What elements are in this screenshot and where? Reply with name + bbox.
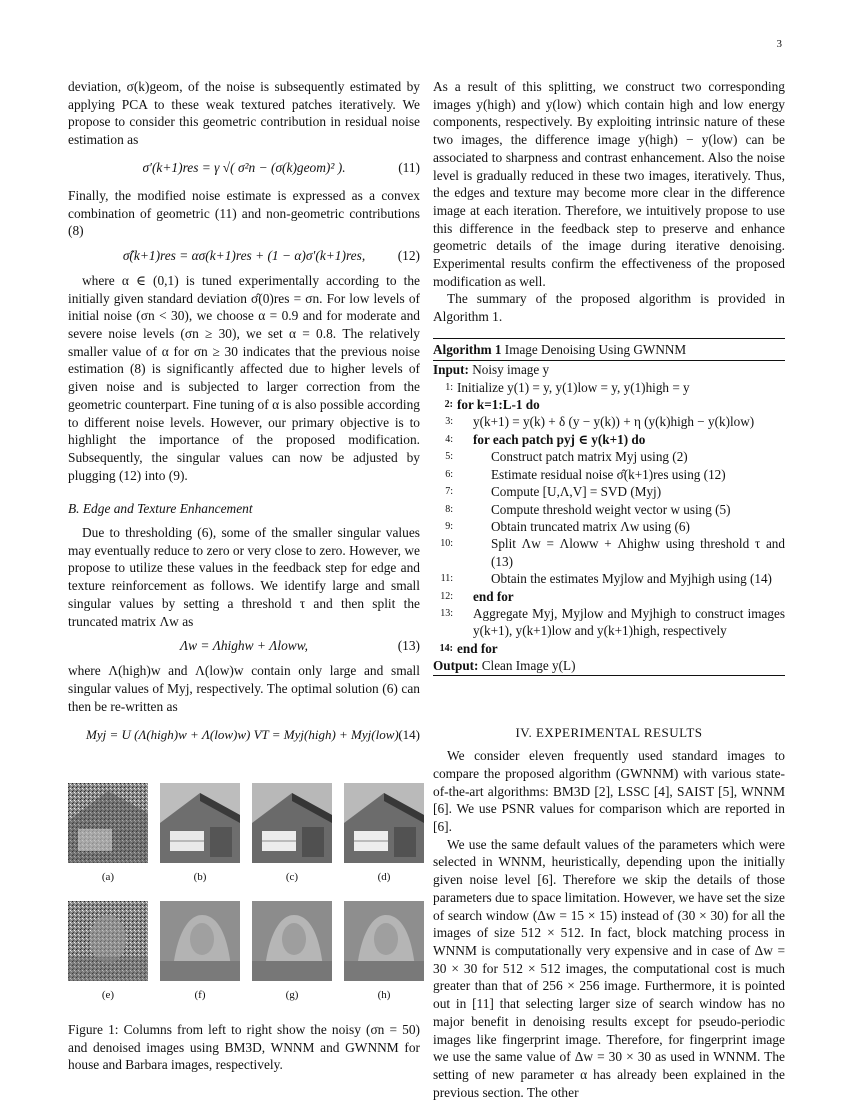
left-paragraph-5: where Λ(high)w and Λ(low)w contain only large and small singular values of Myj, respectively. The optimal solution (6) can then be re-written as — [68, 663, 420, 714]
algorithm-line-number: 3: — [445, 416, 453, 428]
left-paragraph-1: deviation, σ(k)geom, of the noise is subsequently estimated by applying PCA to these weak textured patches iteratively. We propose to consider this geometric contribution in residual noise estimation as — [68, 79, 420, 148]
algorithm-line-number: 2: — [444, 399, 453, 411]
figure-label-b: (b) — [193, 871, 207, 884]
algorithm-line-number: 9: — [445, 520, 453, 532]
algorithm-line-number: 5: — [445, 451, 453, 463]
equation-12 — [68, 240, 420, 272]
figure-label-h: (h) — [377, 989, 391, 1002]
figure-label-f: (f) — [194, 989, 206, 1002]
algorithm-line — [433, 466, 785, 483]
page-number: 3 — [776, 38, 782, 50]
equation-12-number: (12) — [397, 248, 420, 264]
algorithm-line-text: Compute threshold weight vector w using (5) — [491, 501, 731, 517]
equation-14-body: Myj = U (Λ(high)w + Λ(low)w) VT = Myj(high) + Myj(low). — [86, 726, 402, 742]
algorithm-line — [433, 570, 785, 587]
algorithm-line — [433, 640, 785, 657]
algorithm-output-text: Clean Image y(L) — [481, 658, 576, 674]
equation-11 — [68, 149, 420, 187]
algorithm-input-label: Input: — [433, 362, 469, 378]
algorithm-line — [433, 535, 785, 570]
equation-13-number: (13) — [397, 638, 420, 654]
algorithm-line-number: 6: — [445, 468, 453, 480]
algorithm-line-text: end for — [457, 640, 498, 656]
algorithm-1-box — [433, 338, 785, 676]
figure-1-grid — [68, 783, 420, 1012]
algorithm-line-number: 7: — [445, 486, 453, 498]
algorithm-line — [433, 431, 785, 448]
algorithm-line — [433, 413, 785, 430]
algorithm-line-number: 14: — [439, 642, 453, 654]
algorithm-input — [433, 361, 785, 378]
algorithm-line — [433, 501, 785, 518]
figure-image-d — [344, 783, 424, 863]
algorithm-line-text: Estimate residual noise σ̂(k+1)res using (12) — [491, 466, 726, 482]
equation-11-body: σ′(k+1)res = γ √( σ²n − (σ(k)geom)² ). — [142, 159, 346, 175]
algorithm-line-text: Aggregate Myj, Myjlow and Myjhigh to construct images y(k+1), y(k+1)low and y(k+1)high, respectively — [473, 605, 785, 639]
equation-12-body: σ̂(k+1)res = ασ(k+1)res + (1 − α)σ′(k+1)res, — [122, 248, 366, 264]
algorithm-line-text: end for — [473, 588, 514, 604]
algorithm-line-text: Construct patch matrix Myj using (2) — [491, 449, 688, 465]
figure-image-e — [68, 901, 148, 981]
section-title-experimental-results: IV. EXPERIMENTAL RESULTS — [515, 724, 703, 740]
algorithm-line — [433, 588, 785, 605]
figure-label-c: (c) — [285, 871, 299, 884]
algorithm-title-label: Algorithm 1 — [433, 341, 502, 357]
figure-image-g — [252, 901, 332, 981]
algorithm-line — [433, 396, 785, 413]
equation-13-body: Λw = Λhighw + Λloww, — [179, 638, 309, 654]
algorithm-line-text: Split Λw = Λloww + Λhighw using threshold τ and (13) — [491, 536, 785, 569]
algorithm-line-text: Obtain truncated matrix Λw using (6) — [491, 518, 690, 534]
figure-image-h — [344, 901, 424, 981]
algorithm-line-text: y(k+1) = y(k) + δ (y − y(k)) + η (y(k)high − y(k)low) — [473, 414, 755, 430]
figure-label-g: (g) — [285, 989, 299, 1002]
figure-image-c — [252, 783, 332, 863]
algorithm-line-number: 10: — [440, 538, 453, 550]
figure-image-b — [160, 783, 240, 863]
algorithm-title-text: Image Denoising Using GWNNM — [504, 341, 687, 357]
figure-label-a: (a) — [101, 871, 115, 884]
algorithm-output — [433, 657, 785, 674]
figure-label-d: (d) — [377, 871, 391, 884]
algorithm-line-number: 8: — [445, 503, 453, 515]
left-column — [68, 78, 420, 1074]
equation-13 — [68, 630, 420, 662]
algorithm-line-text: Obtain the estimates Myjlow and Myjhigh using (14) — [491, 571, 772, 587]
left-paragraph-3: where α ∈ (0,1) is tuned experimentally according to the initially given standard deviation σ̂(0)res = σn. For low levels of initial noise (σn < 30), we choose α = 0.9 and for moderate and severe noise levels (σn ≥ 30), we set α = 0.8. The relatively smaller value of α for σn ≥ 30 indicates that the previous noise estimation (8) is significantly affected due to higher levels of given noise and is subjected to larger correction from the geometric counterpart. Fine tuning of α is also possible according to different noise levels. However, our primary objective is to highlight the importance of the proposed modification. Subsequently, the singular values can now be adjusted by plugging (12) into (9). — [68, 272, 420, 483]
figure-1-caption: Figure 1: Columns from left to right show the noisy (σn = 50) and denoised images using BM3D, WNNM and GWNNM for house and Barbara images, respectively. — [68, 1021, 420, 1073]
right-paragraph-1: As a result of this splitting, we construct two corresponding images y(high) and y(low) which contain high and low energy components, respectively. By exploiting intrinsic nature of these two images, the difference image y(high) − y(low) can be associated to sharpness and contrast enhancement. Also the noise level is gradually reduced in these two images, iteratively. Thus, the edges and texture may become more clear in the difference image at each iteration. Therefore, we intuitively propose to use this difference in the feedback step to preserve and enhance geometric details of the image during iterative denoising. Experimental results confirm the effectiveness of the proposed modification as well. — [433, 79, 785, 289]
figure-label-e: (e) — [101, 989, 115, 1002]
figure-image-a — [68, 783, 148, 863]
algorithm-line-number: 4: — [445, 433, 453, 445]
algorithm-input-text: Noisy image y — [472, 362, 550, 378]
algorithm-line — [433, 518, 785, 535]
right-paragraph-3: We consider eleven frequently used standard images to compare the proposed algorithm (GWNNM) with various state-of-the-art algorithms: BM3D [2], LSSC [4], SAIST [5], WNNM [6]. We use PSNR values for comparison which are reported in [6]. — [433, 748, 785, 835]
algorithm-line-text: for k=1:L-1 do — [457, 397, 540, 413]
algorithm-output-label: Output: — [433, 658, 479, 674]
algorithm-line — [433, 483, 785, 500]
left-paragraph-4: Due to thresholding (6), some of the smaller singular values may eventually reduce to zero or very close to zero. However, we propose to utilize these values in the feedback step for edge and texture reinforcement as follows. We identify large and small singular values by setting a threshold τ and then split the truncated matrix Λw as — [68, 525, 420, 629]
subsection-heading-b: B. Edge and Texture Enhancement — [68, 501, 253, 517]
right-column — [433, 78, 785, 1101]
algorithm-line-number: 13: — [440, 607, 453, 619]
right-paragraph-2: The summary of the proposed algorithm is provided in Algorithm 1. — [433, 291, 785, 325]
right-paragraph-4: We use the same default values of the parameters which were selected in WNNM, heuristically, depending upon the initially given noise level [6]. Therefore we skip the details of those parameters due to space limitation. However, we have set the size of search window (Δw = 15 × 15) instead of (30 × 30) for all the images of size 512 × 512. In fact, block matching process in WNNM is computationally very expensive and in case of Δw = 30 × 30 for 512 × 512 images, the computational cost is much greater than that of 256 × 256 image. Furthermore, it is pointed out in [11] that selecting larger size of search window has no major benefit in denoising results except for pseudo-periodic images like fingerprint image. Therefore, for fingerprint image we use the same value of Δw = 30 × 30 as used in WNNM. The setting of new parameter α has already been explained in the previous section. The other — [433, 836, 785, 1100]
equation-11-number: (11) — [398, 159, 420, 175]
algorithm-line-number: 12: — [440, 590, 453, 602]
algorithm-line-number: 1: — [445, 381, 453, 393]
algorithm-line-text: for each patch pyj ∈ y(k+1) do — [473, 431, 646, 447]
algorithm-line-text: Initialize y(1) = y, y(1)low = y, y(1)high = y — [457, 379, 690, 395]
algorithm-line-text: Compute [U,Λ,V] = SVD (Myj) — [491, 484, 662, 500]
equation-14-number: (14) — [398, 726, 420, 742]
left-paragraph-2: Finally, the modified noise estimate is expressed as a convex combination of geometric (11) and non-geometric contributions (8) — [68, 187, 420, 239]
algorithm-line — [433, 605, 785, 640]
figure-image-f — [160, 901, 240, 981]
algorithm-title — [433, 339, 785, 361]
algorithm-line — [433, 379, 785, 396]
equation-14 — [68, 715, 420, 753]
algorithm-line — [433, 448, 785, 465]
algorithm-line-number: 11: — [440, 573, 453, 585]
